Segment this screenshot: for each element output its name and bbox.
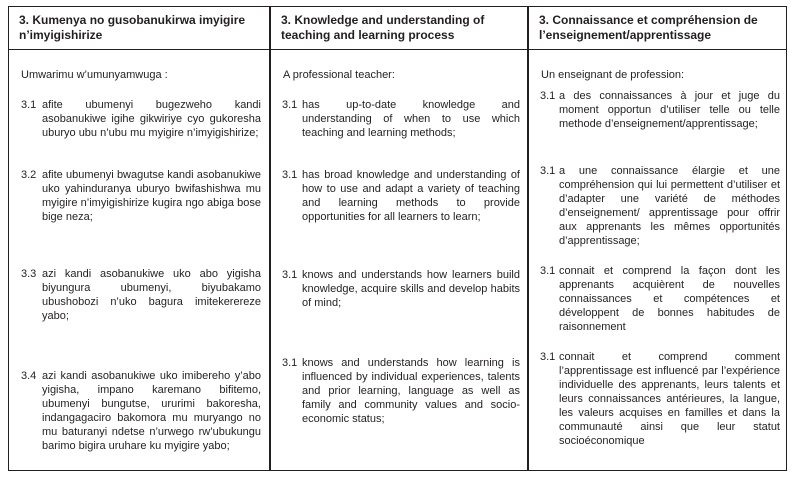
item-text: a des connaissances à jour et juge du moment opportun d’utiliser telle ou telle methode d’enseignement/apprentissage; bbox=[559, 90, 780, 130]
item-number: 3.1 bbox=[540, 165, 556, 177]
list-item bbox=[540, 350, 780, 448]
item-text: has up-to-date knowledge and understanding of when to use which teaching and learning methods; bbox=[302, 99, 520, 139]
column-intro: Umwarimu w’umunyamwuga : bbox=[21, 69, 168, 81]
column-english bbox=[271, 7, 529, 470]
item-text: azi kandi asobanukiwe uko abo yigisha biyungura ubumenyi, biyubakamo ubushobozi n’uko bagura imitekerereze yabo; bbox=[42, 268, 261, 322]
list-item bbox=[282, 356, 520, 426]
item-number: 3.1 bbox=[540, 90, 556, 102]
item-text: afite ubumenyi bugezweho kandi asobanukiwe igihe gikwiriye cyo gukoresha uburyo ubu n’ubu mu myigire n’imyigishirize; bbox=[42, 99, 261, 139]
list-item bbox=[282, 168, 520, 224]
column-header bbox=[9, 7, 269, 50]
item-number: 3.1 bbox=[282, 269, 298, 281]
item-number: 3.3 bbox=[21, 268, 37, 280]
item-number: 3.2 bbox=[21, 169, 37, 181]
item-text: azi kandi asobanukiwe uko imibereho y’abo yigisha, impano karemano bifitemo, ubumenyi bungutse, ururimi bakoresha, indangagaciro bakomora mu muryango no mu baturanyi ndetse n’urwego rw’ubukungu barimo bigira uruhare ku myigire yabo; bbox=[42, 370, 261, 452]
item-number: 3.1 bbox=[282, 169, 298, 181]
list-item bbox=[282, 268, 520, 310]
item-number: 3.1 bbox=[282, 357, 298, 369]
list-item bbox=[540, 164, 780, 248]
column-intro: Un enseignant de profession: bbox=[541, 69, 685, 81]
column-heading: 3. Kumenya no gusobanukirwa imyigire n’imyigishirize bbox=[19, 13, 246, 42]
item-number: 3.4 bbox=[21, 370, 37, 382]
item-number: 3.1 bbox=[21, 99, 37, 111]
item-number: 3.1 bbox=[540, 351, 556, 363]
list-item bbox=[21, 168, 261, 224]
item-number: 3.1 bbox=[540, 265, 556, 277]
item-text: knows and understands how learners build knowledge, acquire skills and develop habits of mind; bbox=[302, 269, 520, 309]
item-text: connait et comprend la façon dont les apprenants acquièrent de nouvelles connaissances et compétences et développent de bonnes habitudes de raisonnement bbox=[559, 265, 780, 333]
item-text: a une connaissance élargie et une compréhension qui lui permettent d’utiliser et d’adapter une variété de méthodes d’enseignement/ apprentissage pour offrir aux apprenants les mêmes opportunités d’apprentissage; bbox=[559, 165, 780, 247]
column-heading: 3. Knowledge and understanding of teaching and learning process bbox=[281, 13, 485, 42]
list-item bbox=[21, 267, 261, 323]
list-item bbox=[540, 264, 780, 334]
item-text: knows and understands how learning is influenced by individual experiences, talents and prior learning, language as well as family and community values and socio-economic status; bbox=[302, 357, 520, 425]
column-kinyarwanda bbox=[9, 7, 271, 470]
standards-table bbox=[8, 6, 787, 471]
item-number: 3.1 bbox=[282, 99, 298, 111]
column-header bbox=[529, 7, 786, 50]
item-text: connait et comprend comment l’apprentissage est influencé par l’expérience individuelle des apprenants, leurs talents et leurs connaissances antérieures, la langue, les valeurs acquises en familles et dans la communauté ainsi que leur statut socioéconomique bbox=[559, 351, 780, 447]
column-heading: 3. Connaissance et compréhension de l’enseignement/apprentissage bbox=[539, 13, 758, 42]
column-intro: A professional teacher: bbox=[283, 69, 395, 81]
column-french bbox=[529, 7, 786, 470]
list-item bbox=[282, 98, 520, 140]
list-item bbox=[540, 89, 780, 131]
list-item bbox=[21, 369, 261, 453]
column-header bbox=[271, 7, 527, 50]
list-item bbox=[21, 98, 261, 140]
item-text: afite ubumenyi bwagutse kandi asobanukiwe uko yahinduranya uburyo bwifashishwa mu myigire n’imyigishirize kugira ngo abiga bose bige neza; bbox=[42, 169, 261, 223]
item-text: has broad knowledge and understanding of how to use and adapt a variety of teaching and learning methods to provide opportunities for all learners to learn; bbox=[302, 169, 520, 223]
